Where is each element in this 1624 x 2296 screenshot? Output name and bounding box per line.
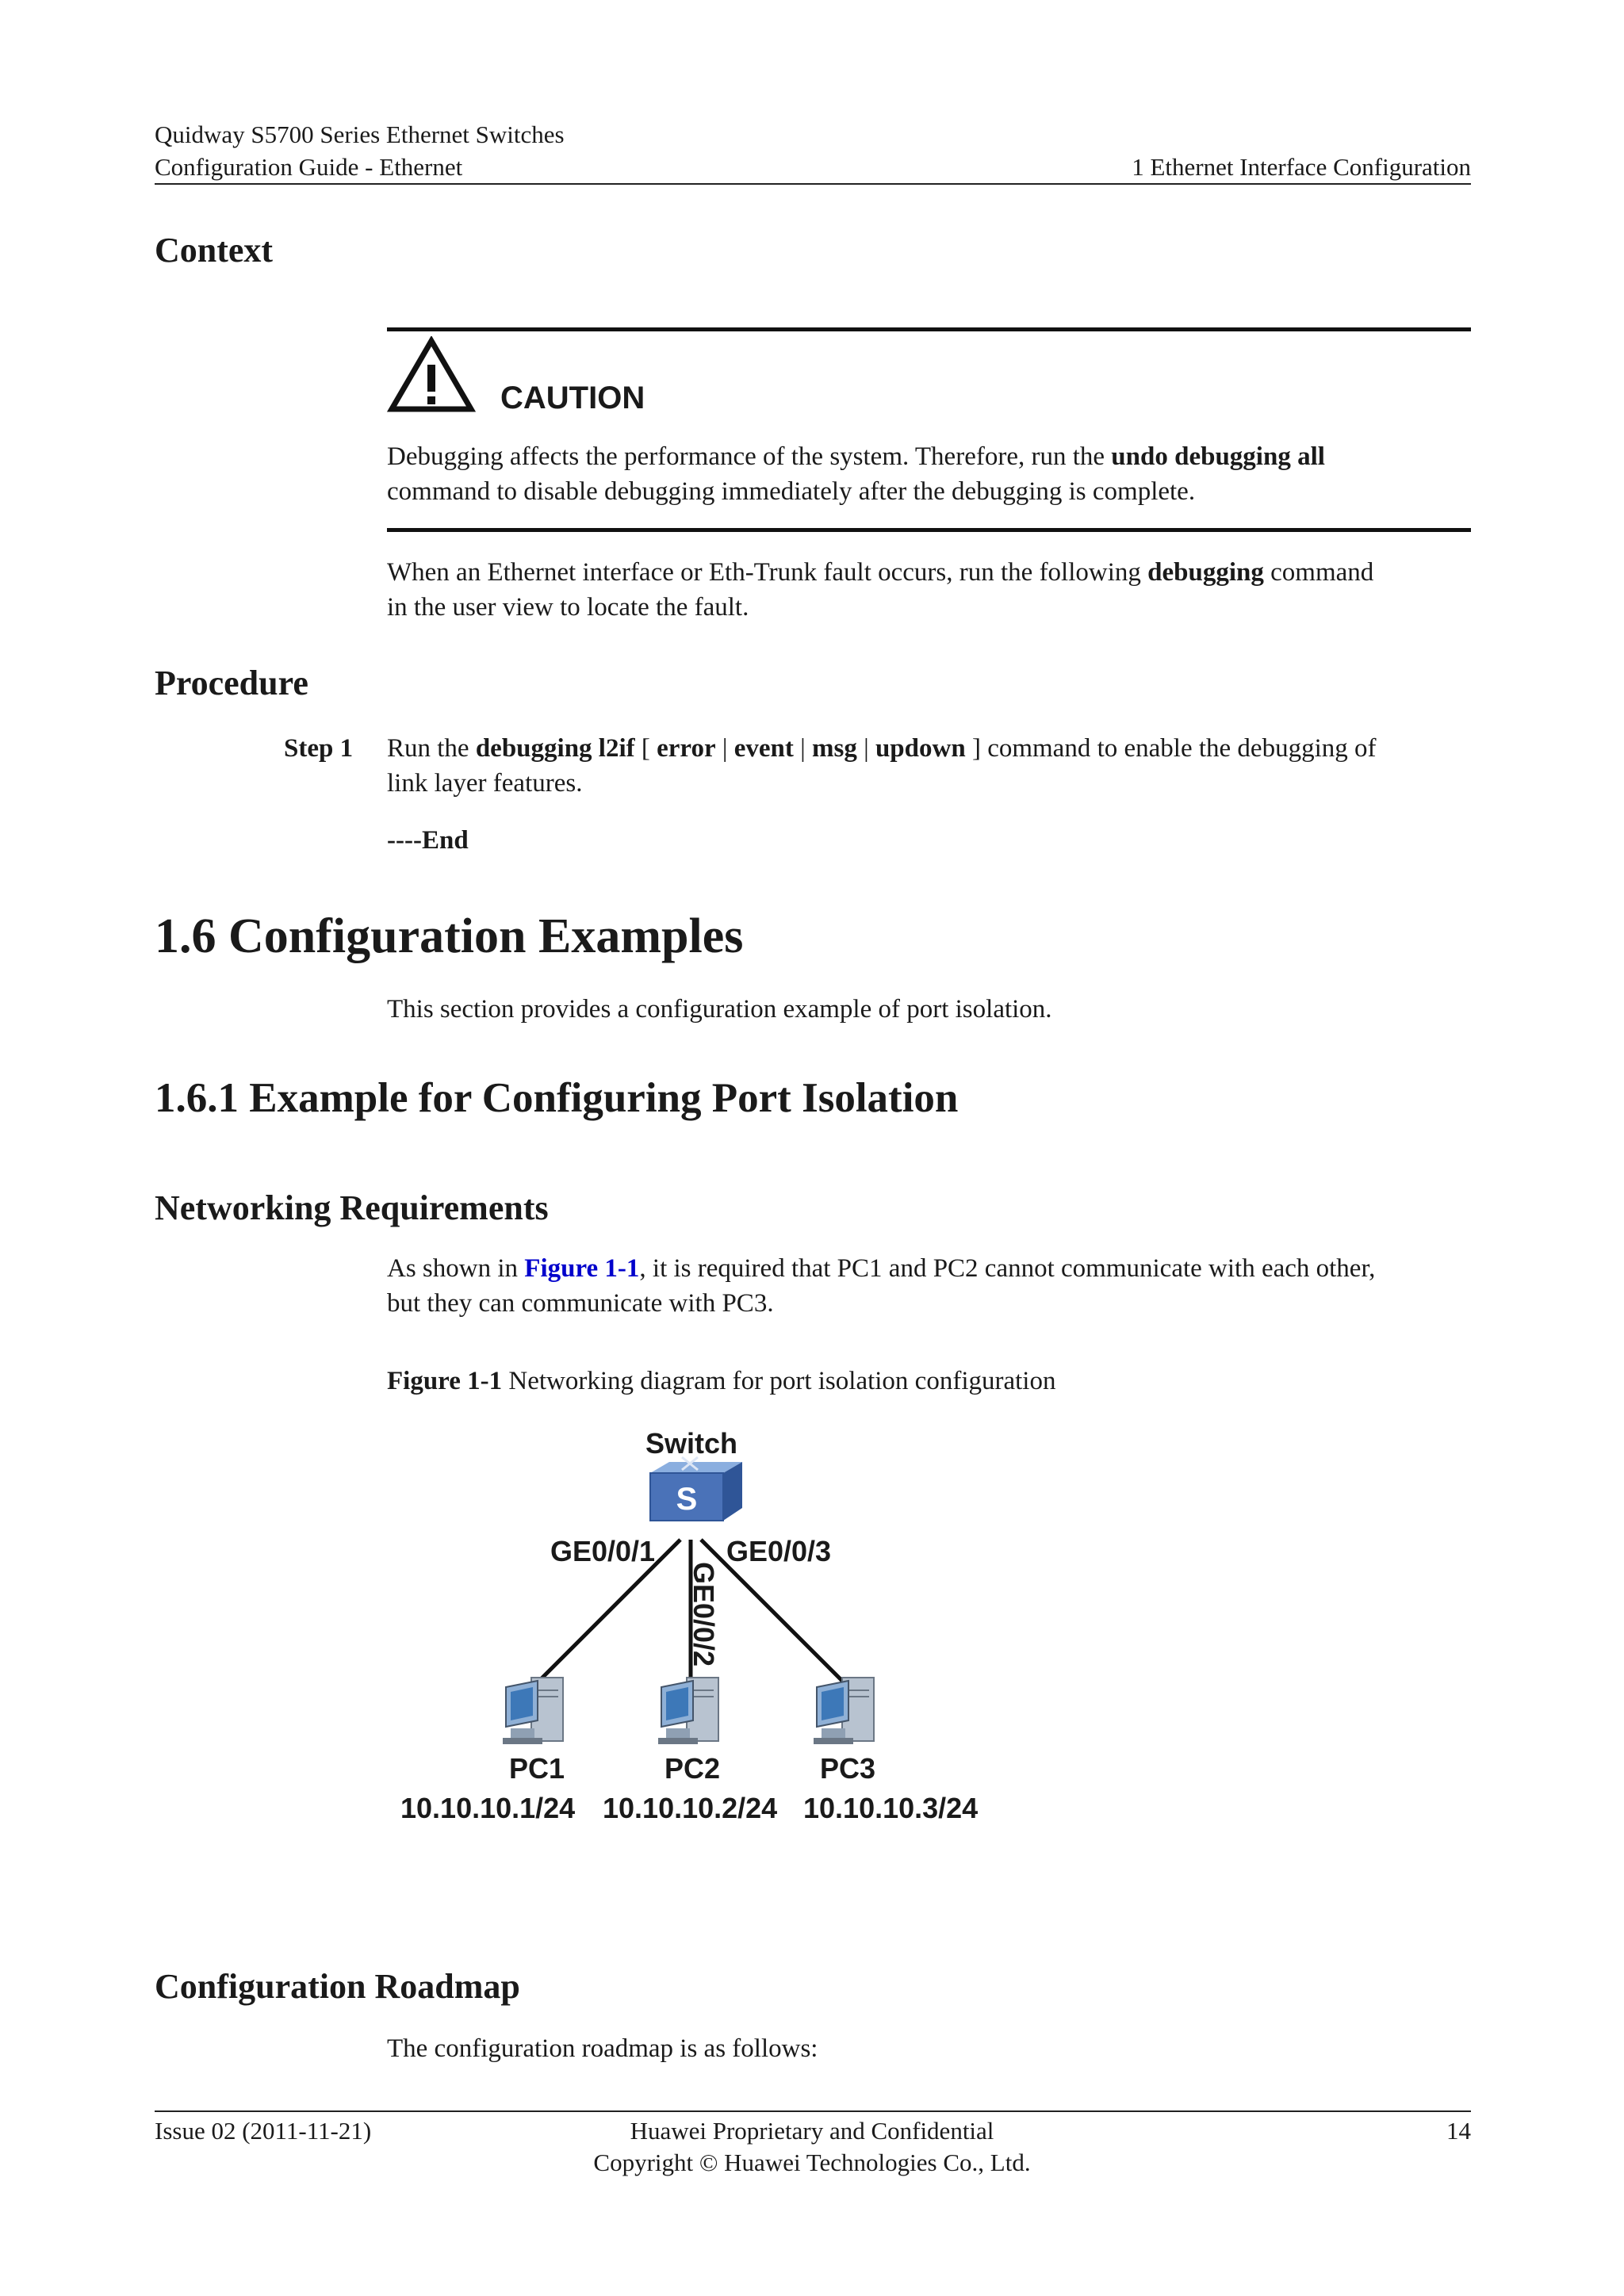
section-1-6-1-heading: 1.6.1 Example for Configuring Port Isolation <box>155 1075 959 1121</box>
section-1-6-intro: This section provides a configuration example of port isolation. <box>387 995 1052 1024</box>
caution-command: undo debugging all <box>1111 442 1325 471</box>
footer-page-number: 14 <box>1446 2117 1471 2145</box>
header-chapter: 1 Ethernet Interface Configuration <box>1132 153 1471 181</box>
option-separator: | <box>793 734 812 763</box>
context-text-part1: When an Ethernet interface or Eth-Trunk fault occurs, run the following <box>387 558 1148 587</box>
switch-label: Switch <box>645 1427 738 1460</box>
step-command: debugging l2if <box>475 734 635 763</box>
pc2-icon <box>658 1678 718 1744</box>
option-separator: | <box>715 734 734 763</box>
step-run: Run the <box>387 734 476 763</box>
pc2-name: PC2 <box>665 1752 721 1785</box>
caution-text <box>387 439 1471 509</box>
port-label-ge0-0-3: GE0/0/3 <box>726 1535 832 1567</box>
roadmap-intro: The configuration roadmap is as follows: <box>387 2034 818 2063</box>
networking-heading: Networking Requirements <box>155 1188 549 1227</box>
caution-text-part2: command to disable debugging immediately after the debugging is complete. <box>387 477 1196 506</box>
caution-bottom-rule <box>387 528 1471 532</box>
footer-confidential: Huawei Proprietary and Confidential <box>630 2117 994 2145</box>
option-updown: updown <box>875 734 966 763</box>
option-event: event <box>733 734 794 763</box>
footer-rule <box>155 2110 1471 2112</box>
context-text-part2: command <box>1263 558 1374 587</box>
procedure-heading: Procedure <box>155 664 308 702</box>
networking-text-part1: As shown in <box>387 1254 525 1283</box>
networking-text-part2: , it is required that PC1 and PC2 cannot communicate with each other, <box>639 1254 1376 1283</box>
pc1-icon <box>503 1678 563 1744</box>
figure-1-1-link[interactable]: Figure 1-1 <box>524 1254 640 1283</box>
step-open-bracket: [ <box>634 734 657 763</box>
step-rest: ] command to enable the debugging of <box>965 734 1377 763</box>
switch-icon <box>650 1457 742 1521</box>
pc2-ip: 10.10.10.2/24 <box>603 1792 778 1824</box>
context-command: debugging <box>1147 558 1264 587</box>
warning-icon <box>387 336 476 418</box>
pc3-name: PC3 <box>820 1752 876 1785</box>
step-label: Step 1 <box>284 734 354 763</box>
caution-label: CAUTION <box>500 381 645 415</box>
figure-caption <box>387 1364 1055 1399</box>
context-heading: Context <box>155 231 274 270</box>
option-msg: msg <box>812 734 857 763</box>
roadmap-heading: Configuration Roadmap <box>155 1967 520 2006</box>
networking-text-part3: but they can communicate with PC3. <box>387 1289 774 1318</box>
footer-issue: Issue 02 (2011-11-21) <box>155 2117 372 2145</box>
header-doc-title: Quidway S5700 Series Ethernet Switches <box>155 121 565 148</box>
port-label-ge0-0-2: GE0/0/2 <box>688 1562 720 1667</box>
step-text <box>387 731 1475 801</box>
networking-paragraph <box>387 1251 1475 1321</box>
pc3-ip: 10.10.10.3/24 <box>803 1792 979 1824</box>
port-label-ge0-0-1: GE0/0/1 <box>550 1535 656 1567</box>
caution-top-rule <box>387 327 1471 331</box>
pc3-icon <box>814 1678 874 1744</box>
footer-copyright: Copyright © Huawei Technologies Co., Ltd. <box>593 2149 1031 2176</box>
header-doc-subtitle: Configuration Guide - Ethernet <box>155 153 463 181</box>
figure-caption-text: Networking diagram for port isolation configuration <box>502 1367 1056 1395</box>
caution-text-part1: Debugging affects the performance of the system. Therefore, run the <box>387 442 1112 471</box>
end-marker: ----End <box>387 826 469 855</box>
context-text-part3: in the user view to locate the fault. <box>387 593 749 622</box>
switch-glyph: S <box>676 1482 698 1517</box>
option-separator: | <box>856 734 875 763</box>
option-error: error <box>657 734 716 763</box>
header-rule <box>155 183 1471 185</box>
context-paragraph <box>387 555 1473 625</box>
section-1-6-heading: 1.6 Configuration Examples <box>155 909 744 963</box>
step-line2: link layer features. <box>387 769 583 798</box>
figure-caption-label: Figure 1-1 <box>387 1367 503 1395</box>
pc1-ip: 10.10.10.1/24 <box>400 1792 576 1824</box>
pc1-name: PC1 <box>509 1752 565 1785</box>
